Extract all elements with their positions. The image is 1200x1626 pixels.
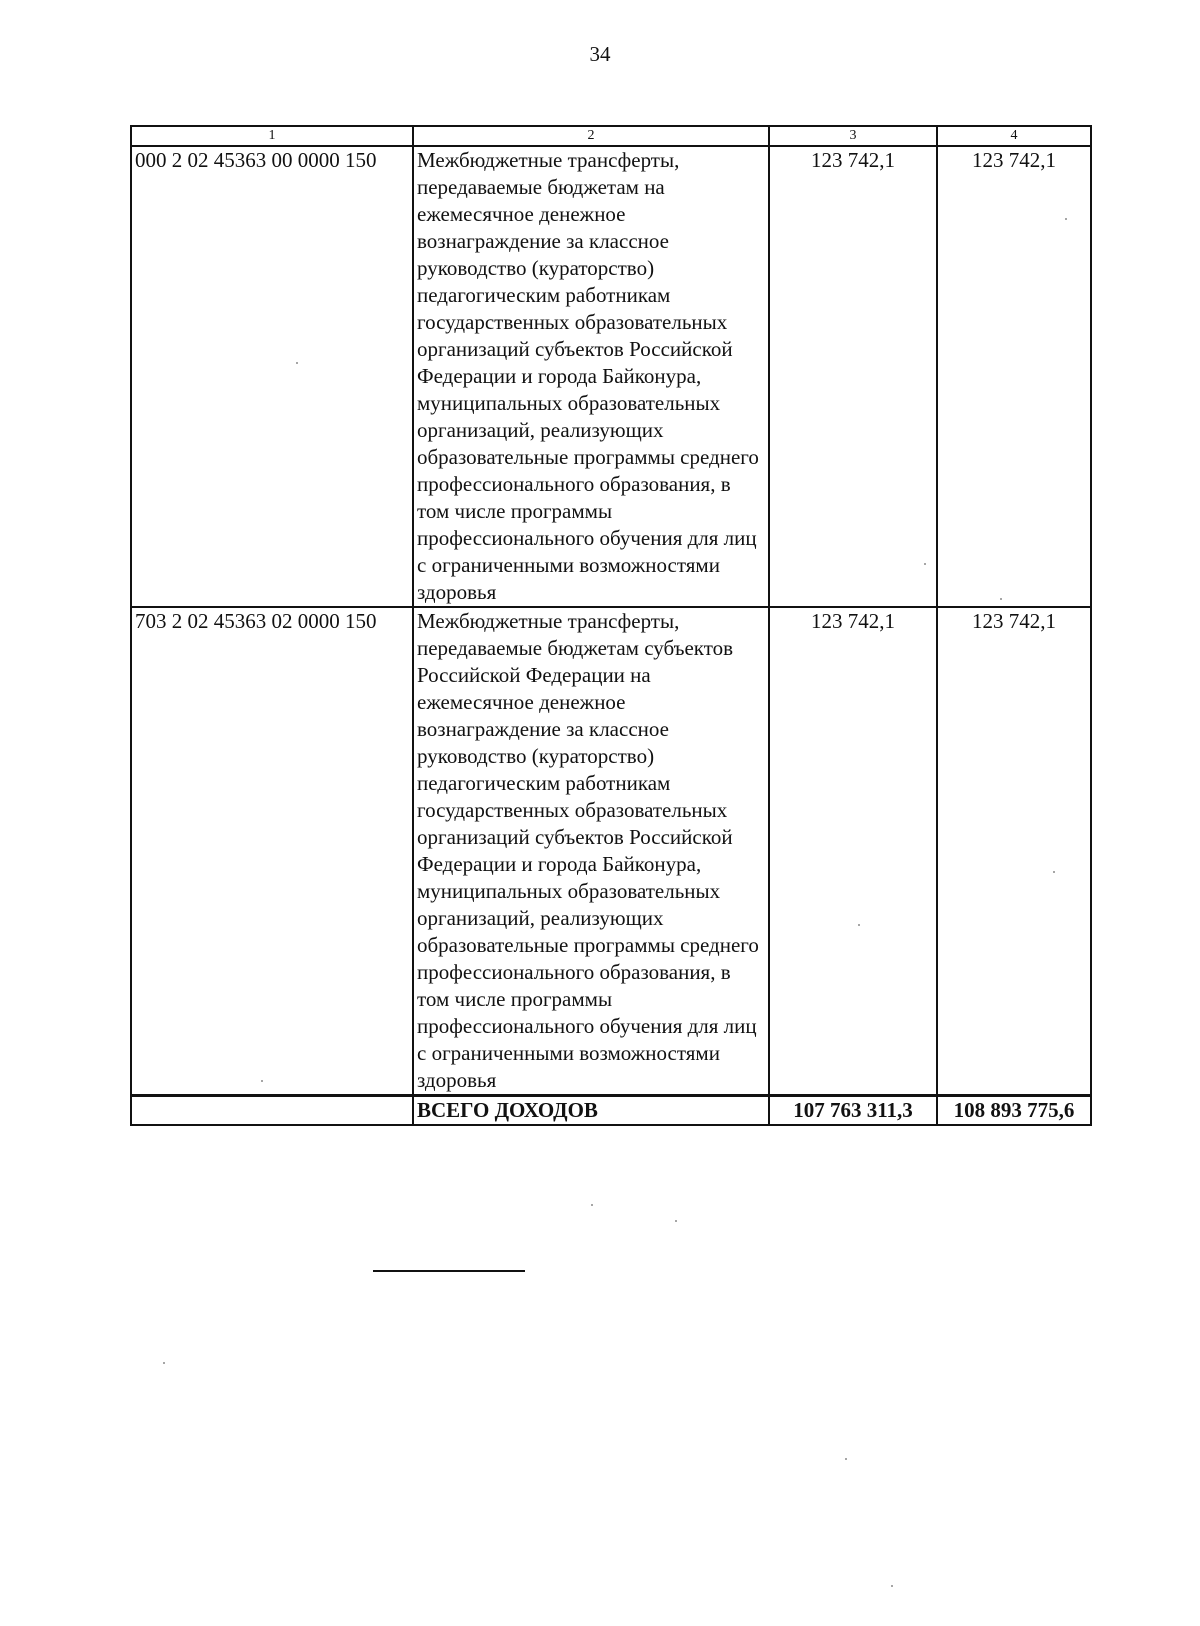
scan-speck <box>296 362 298 364</box>
total-col3-cell: 107 763 311,3 <box>769 1096 937 1126</box>
column-header-3: 3 <box>769 126 937 146</box>
column-header-1: 1 <box>131 126 413 146</box>
scan-speck <box>891 1585 893 1587</box>
column-header-2: 2 <box>413 126 769 146</box>
scan-speck <box>845 1458 847 1460</box>
budget-code-cell: 000 2 02 45363 00 0000 150 <box>131 146 413 607</box>
scan-speck <box>1065 218 1067 220</box>
description-cell: Межбюджетные трансферты, передаваемые бюджетам на ежемесячное денежное вознаграждение за классное руководство (кураторство) педагогическим работникам государственных образовательных организаций субъектов Российской Федерации и города Байконура, муниципальных образовательных организаций, реализующих образовательные программы среднего профессионального образования, в том числе программы профессионального обучения для лиц с ограниченными возможностями здоровья <box>413 146 769 607</box>
revenue-table <box>130 125 1092 1126</box>
value-col3-cell: 123 742,1 <box>769 146 937 607</box>
scan-speck <box>591 1204 593 1206</box>
footer-divider-line <box>373 1270 525 1272</box>
value-col4-cell: 123 742,1 <box>937 146 1091 607</box>
scan-speck <box>924 563 926 565</box>
scan-speck <box>858 924 860 926</box>
total-code-cell <box>131 1096 413 1126</box>
scan-speck <box>1053 871 1055 873</box>
table-header-row <box>131 126 1091 146</box>
table-row <box>131 607 1091 1096</box>
description-cell: Межбюджетные трансферты, передаваемые бюджетам субъектов Российской Федерации на ежемесячное денежное вознаграждение за классное руководство (кураторство) педагогическим работникам государственных образовательных организаций субъектов Российской Федерации и города Байконура, муниципальных образовательных организаций, реализующих образовательные программы среднего профессионального образования, в том числе программы профессионального обучения для лиц с ограниченными возможностями здоровья <box>413 607 769 1096</box>
scan-speck <box>163 1362 165 1364</box>
table-row <box>131 146 1091 607</box>
column-header-4: 4 <box>937 126 1091 146</box>
scan-speck <box>261 1080 263 1082</box>
total-col4-cell: 108 893 775,6 <box>937 1096 1091 1126</box>
scan-speck <box>1000 598 1002 600</box>
budget-code-cell: 703 2 02 45363 02 0000 150 <box>131 607 413 1096</box>
value-col3-cell: 123 742,1 <box>769 607 937 1096</box>
page-number: 34 <box>589 42 611 66</box>
value-col4-cell: 123 742,1 <box>937 607 1091 1096</box>
scan-speck <box>675 1220 677 1222</box>
total-label-cell: ВСЕГО ДОХОДОВ <box>413 1096 769 1126</box>
total-row <box>131 1096 1091 1126</box>
